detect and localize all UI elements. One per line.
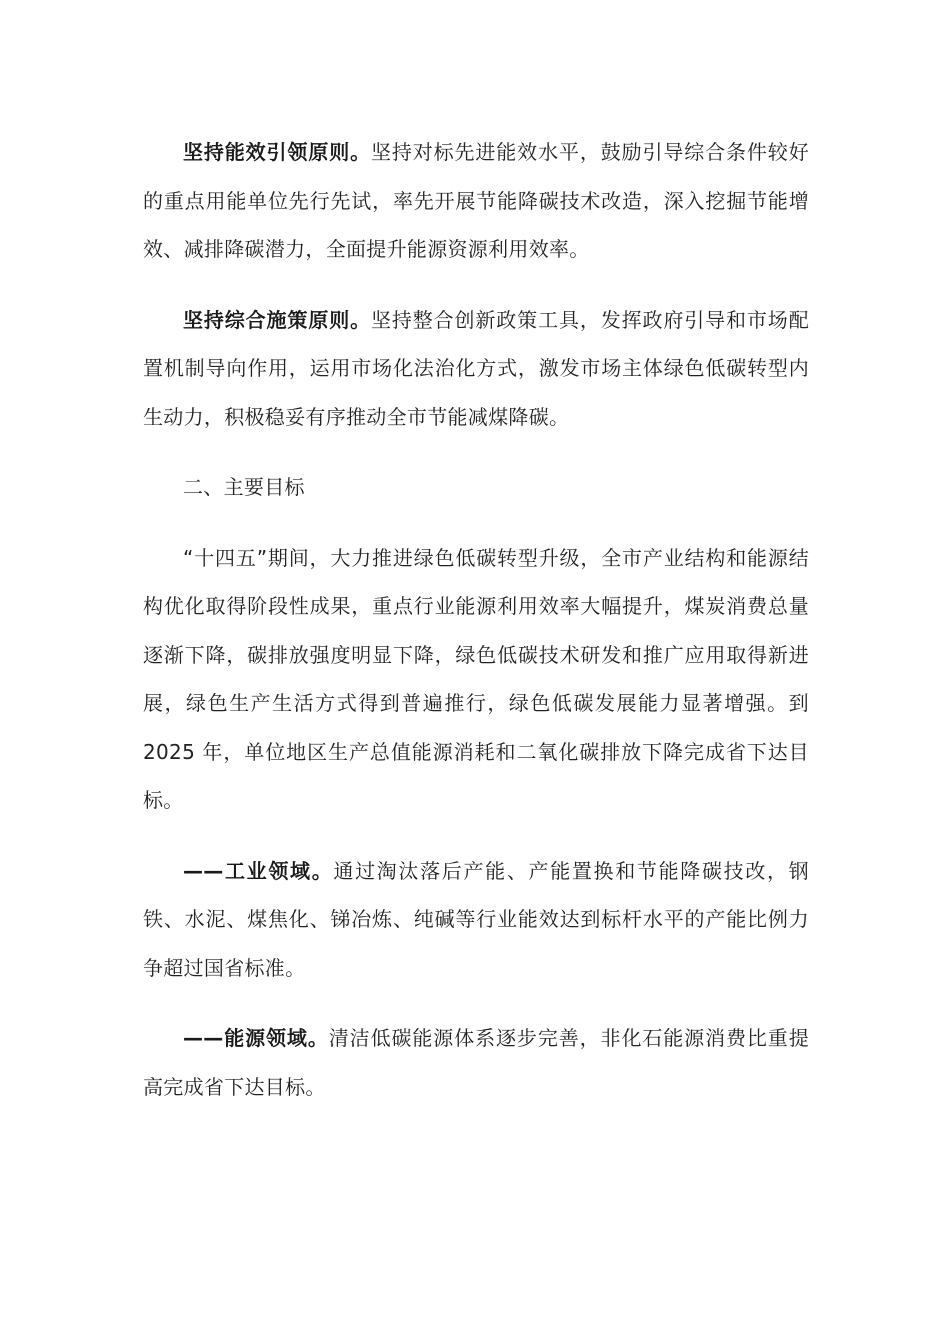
- paragraph-text: 坚持对标先进能效水平，鼓励引导综合条件较好的重点用能单位先行先试，率先开展节能降碳技术改造，深入挖掘节能增效、减排降碳潜力，全面提升能源资源利用效率。: [143, 140, 809, 261]
- paragraph-lead: ——工业领域。: [183, 858, 334, 883]
- paragraph-industry-sector: [143, 847, 809, 993]
- paragraph-comprehensive-principle: [143, 296, 809, 442]
- document-body: [143, 128, 809, 1111]
- section-heading-main-goals: [143, 463, 809, 512]
- paragraph-energy-sector: [143, 1014, 809, 1111]
- paragraph-text: 通过淘汰落后产能、产能置换和节能降碳技改，钢铁、水泥、煤焦化、锑冶炼、纯碱等行业能效达到标杆水平的产能比例力争超过国省标准。: [143, 858, 809, 980]
- paragraph-text: 坚持整合创新政策工具，发挥政府引导和市场配置机制导向作用，运用市场化法治化方式，激发市场主体绿色低碳转型内生动力，积极稳妥有序推动全市节能减煤降碳。: [143, 307, 809, 429]
- paragraph-14th-five-year: [143, 534, 809, 825]
- paragraph-text: 清洁低碳能源体系逐步完善，非化石能源消费比重提高完成省下达目标。: [143, 1026, 809, 1099]
- paragraph-lead: 坚持能效引领原则。: [183, 140, 371, 164]
- paragraph-lead: ——能源领域。: [183, 1026, 329, 1050]
- section-heading-text: 二、主要目标: [183, 475, 305, 499]
- paragraph-text: “十四五”期间，大力推进绿色低碳转型升级，全市产业结构和能源结构优化取得阶段性成果，重点行业能源利用效率大幅提升，煤炭消费总量逐渐下降，碳排放强度明显下降，绿色低碳技术研发和推广应用取得新进展，绿色生产生活方式得到普遍推行，绿色低碳发展能力显著增强。到 2025 年，单位地区生产总值能源消耗和二氧化碳排放下降完成省下达目标。: [143, 545, 809, 812]
- paragraph-lead: 坚持综合施策原则。: [183, 307, 371, 332]
- paragraph-efficiency-principle: [143, 128, 809, 274]
